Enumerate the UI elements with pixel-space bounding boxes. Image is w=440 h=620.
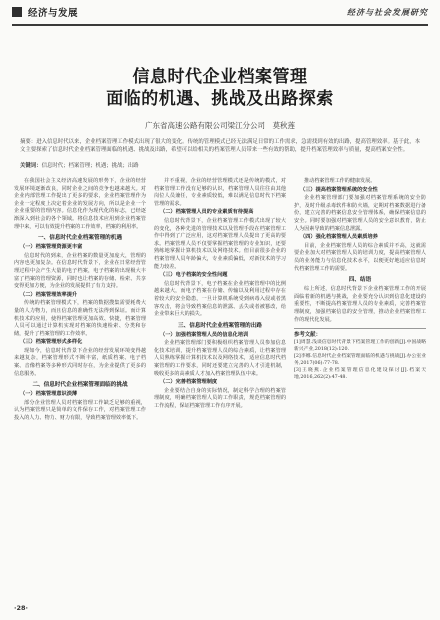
paragraph: 企业要结合自身的实际情况，制定科学合理的档案管理制度，明确档案管理人员的工作职责，规范档案管理的工作流程，保证档案管理工作有序开展。 — [154, 387, 286, 410]
keywords — [20, 162, 420, 170]
section-heading: 二、信息时代企业档案管理面临的挑战 — [32, 382, 128, 389]
paragraph: 信息时代的到来，企业档案的数量更加庞大，管理的内容也更加复杂。在信息时代背景下，企业在日常经营管理过程中会产生大量的电子档案，电子档案的出现极大丰富了档案的管理资源，同时也让档案的存储、检索、共享变得更加方便，为企业的发展提供了有力支持。 — [14, 252, 146, 290]
paragraph: 推动档案管理工作的健康发展。 — [304, 178, 376, 184]
paragraph: 企业档案管理部门要积极组织档案管理人员参加信息化技术培训，提升档案管理人员的综合素质，让档案管理人员熟练掌握计算机技术以及网络技术，适应信息时代档案管理的工作要求，同时还要建立完善的人才引进机制，吸收更多的高素质人才加入档案管理队伍中来。 — [154, 340, 286, 377]
subsection-heading: （一）加强档案管理人员的信息化培训 — [160, 331, 249, 338]
paragraph: 信息时代背景下，企业档案管理工作模式出现了较大的变化，各种先进的管理技术以及管理手段在档案管理工作中得到了广泛应用，这对档案管理人员提出了更高的要求。档案管理人员不仅要掌握档案管理的专业知识，还要熟练地掌握计算机技术以及网络技术。但目前很多企业的档案管理人员年龄偏大，专业素质偏低，对新技术的学习能力较差。 — [154, 217, 286, 270]
references — [294, 328, 426, 381]
keywords-text: 信息时代；档案管理；机遇；挑战；出路 — [41, 163, 139, 169]
paragraph: 信息时代背景下，电子档案在企业档案管理中的比例越来越大，而电子档案在存储、传输以及利用过程中存在着较大的安全隐患，一旦计算机系统受到病毒入侵或者黑客攻击，将会导致档案信息的泄露、丢失或者被篡改，给企业带来巨大的损失。 — [154, 280, 286, 318]
paragraph: 现如今，信息时代背景下企业的经营发展环境变得越来越复杂，档案管理形式不断丰富，纸质档案、电子档案、音像档案等多种形式同时存在，为企业提供了更多的信息服务。 — [14, 347, 146, 377]
reference-item: [3]王晓燕.企业档案管理信息化建设探讨[J].档案天地,2016,262(2):47-48. — [294, 368, 426, 381]
section-heading: 四、结语 — [348, 277, 372, 284]
column-1 — [14, 178, 146, 424]
section-title: 经济与发展 — [28, 8, 79, 19]
paragraph: 目前，企业档案管理人员的综合素质并不高，这就需要企业加大对档案管理人员的培训力度，提高档案管理人员的业务能力与信息化技术水平，以便更好地适应信息时代档案管理工作的需要。 — [294, 242, 426, 272]
section-marker-icon — [12, 7, 22, 17]
article-title — [0, 66, 440, 110]
subsection-heading: （三）电子档案的安全性问题 — [160, 272, 228, 279]
page-number: ·28· — [14, 604, 28, 612]
section-heading: 三、信息时代企业档案管理的出路 — [178, 322, 262, 329]
section-heading: 一、信息时代企业档案管理的机遇 — [38, 235, 122, 242]
author-line: 广东省高速公路有限公司梁江分公司 莫秋莲 — [145, 121, 295, 130]
subsection-heading: （一）档案管理意识淡薄 — [20, 391, 78, 398]
reference-item: [1]周慧.浅谈信息时代背景下档案管理工作的创新[J].中国战略新兴产业,2018(12):120. — [294, 340, 426, 353]
paragraph: 企业档案管理部门要加强对档案管理系统的安全防护，及时升级杀毒软件和防火墙，定期对档案数据进行备份，建立完善的档案信息安全管理体系，确保档案信息的安全。同时要加强对档案管理人员的安全意识教育，防止人为因素导致的档案信息泄露。 — [294, 195, 426, 232]
page-header — [0, 0, 440, 24]
subsection-heading: （三）提高档案管理系统的安全性 — [300, 186, 378, 193]
title-line-1: 信息时代企业档案管理 — [132, 67, 308, 87]
title-line-2: 面临的机遇、挑战及出路探索 — [106, 89, 334, 109]
paragraph: 综上所述，信息时代背景下企业档案管理工作的开展面临着新的机遇与挑战，企业要充分认识到信息化建设的重要性，不断提高档案管理人员的专业素质，完善档案管理制度，加强档案信息的安全管理，推动企业档案管理工作的现代化发展。 — [294, 286, 426, 323]
subsection-heading: （三）档案管理形式多样化 — [20, 339, 83, 346]
paragraph: 部分企业管理人员对档案管理工作缺乏足够的重视，认为档案管理只是简单的文件保存工作，对档案管理工作投入的人力、物力、财力有限，导致档案管理效率低下。 — [14, 399, 146, 422]
subsection-heading: （四）强化档案管理人员素质培养 — [300, 234, 378, 241]
references-title: 参考文献： — [294, 332, 321, 339]
subsection-heading: （一）档案管理资源更丰富 — [20, 244, 83, 251]
paragraph: 并不重视，企业的经营管理模式还是传统的模式，对档案管理工作没有足够的认识，档案管理人员往往由其他岗位人员兼任，专业素质较低，难以满足信息时代下档案管理的需求。 — [154, 178, 286, 207]
paragraph: 在我国社会主义经济高速发展的形势下，企业的经营发展环境逐渐改良，同时企业之间的竞争也越来越大。对企业内部管理工作提出了更多的要求，企业档案管理作为企业一定程度上决定着企业的发展方向，所以是企业一个企业重要的管理内容。信息化作为现代化的标志，已经逐渐深入到社会的各个领域。将信息技术应用到企业档案管理中来，可以有效提升档案的工作效率，档案的利用率。 — [14, 178, 146, 230]
column-3 — [294, 178, 426, 381]
subsection-heading: （二）档案管理人员的专业素质有待提高 — [160, 209, 254, 216]
journal-name: 经济与社会发展研究 — [347, 6, 428, 17]
subsection-heading: （二）档案管理效率提升 — [20, 291, 78, 298]
header-divider — [12, 24, 428, 26]
abstract: 摘要：进入信息时代以来，企业档案管理工作模式出现了很大的变化。传统的管理模式已经无法满足日常的工作需求，急需找到有效的出路，提高管理效率。基于此，本文主要探索了信息时代企业档案管理面临的机遇、挑战及出路，希望可以给相关的档案管理人员带来一些有效的帮助，提升档案管理效率与质量，提高档案安全性。 — [20, 139, 420, 153]
keywords-label: 关键词： — [20, 163, 42, 169]
subsection-heading: （二）完善档案管理制度 — [160, 379, 218, 386]
reference-item: [2]李娜.信息时代企业档案管理面临的机遇与挑战[J].办公室业务,2017(06):77-78. — [294, 354, 426, 367]
column-2 — [154, 178, 286, 412]
paragraph: 传统的档案管理模式下，档案的数据搜集需要耗费大量的人力物力，而且信息的准确性无法得到保证。而计算机技术的应用，使得档案管理更加高效、快捷，档案管理人员可以通过计算机实现对档案的快速检索、分类和存储，提升了档案管理的工作效率。 — [14, 300, 146, 337]
